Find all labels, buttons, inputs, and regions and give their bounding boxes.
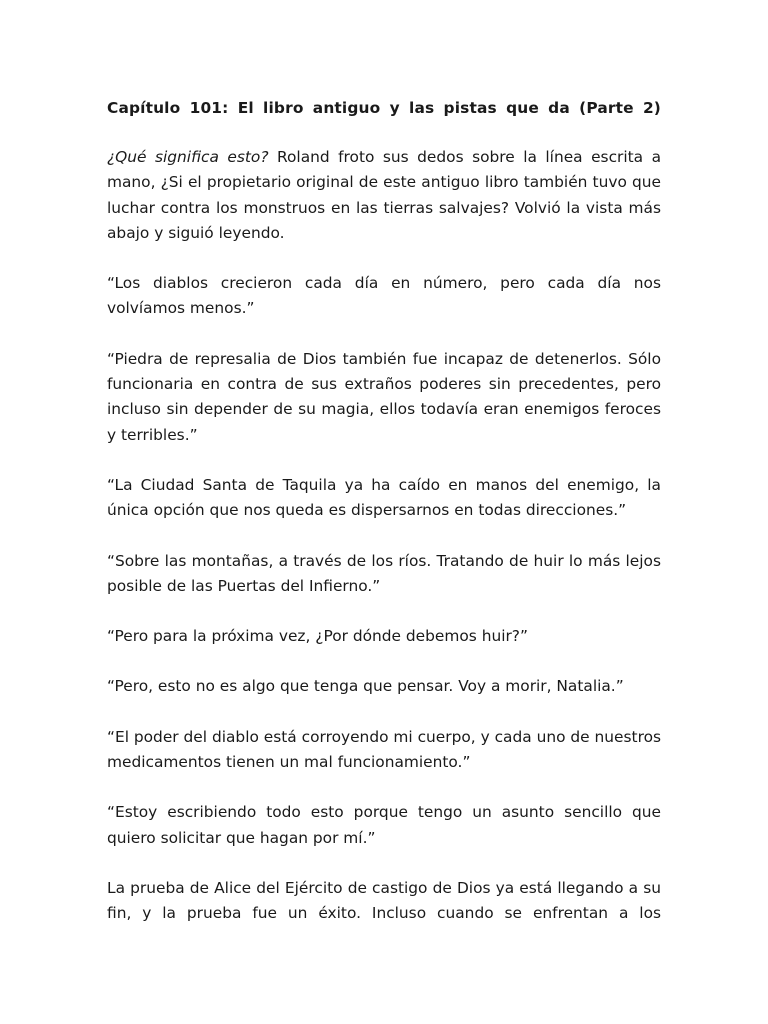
paragraph-7: “Pero, esto no es algo que tenga que pensar. Voy a morir, Natalia.” — [107, 677, 624, 696]
paragraph-1 — [107, 145, 661, 246]
paragraph-10: La prueba de Alice del Ejército de castigo de Dios ya está llegando a su fin, y la prueba fue un éxito. Incluso cuando se enfrentan a los — [107, 878, 661, 923]
paragraph-8: “El poder del diablo está corroyendo mi cuerpo, y cada uno de nuestros medicamentos tienen un mal funcionamiento.” — [107, 727, 661, 772]
document-body — [107, 96, 661, 927]
paragraph-9: “Estoy escribiendo todo esto porque tengo un asunto sencillo que quiero solicitar que hagan por mí.” — [107, 803, 661, 847]
paragraph-6: “Pero para la próxima vez, ¿Por dónde debemos huir?” — [107, 627, 528, 646]
paragraph-1-text: Roland froto sus dedos sobre la línea escrita a mano, ¿Si el propietario original de este antiguo libro también tuvo que luchar contra los monstruos en las tierras salvajes? Volvió la vista más abajo y siguió leyendo. — [107, 148, 662, 242]
paragraph-2: “Los diablos crecieron cada día en número, pero cada día nos volvíamos menos.” — [107, 274, 661, 318]
paragraph-4: “La Ciudad Santa de Taquila ya ha caído en manos del enemigo, la única opción que nos queda es dispersarnos en todas direcciones.” — [107, 475, 661, 520]
paragraph-3: “Piedra de represalia de Dios también fue incapaz de detenerlos. Sólo funcionaria en contra de sus extraños poderes sin precedentes, pero incluso sin depender de su magia, ellos todavía eran enemigos feroces y terribles.” — [107, 349, 661, 444]
chapter-title: Capítulo 101: El libro antiguo y las pistas que da (Parte 2) — [107, 99, 661, 117]
paragraph-1-italic: ¿Qué significa esto? — [107, 148, 269, 166]
paragraph-5: “Sobre las montañas, a través de los ríos. Tratando de huir lo más lejos posible de las Puertas del Infierno.” — [107, 551, 661, 595]
